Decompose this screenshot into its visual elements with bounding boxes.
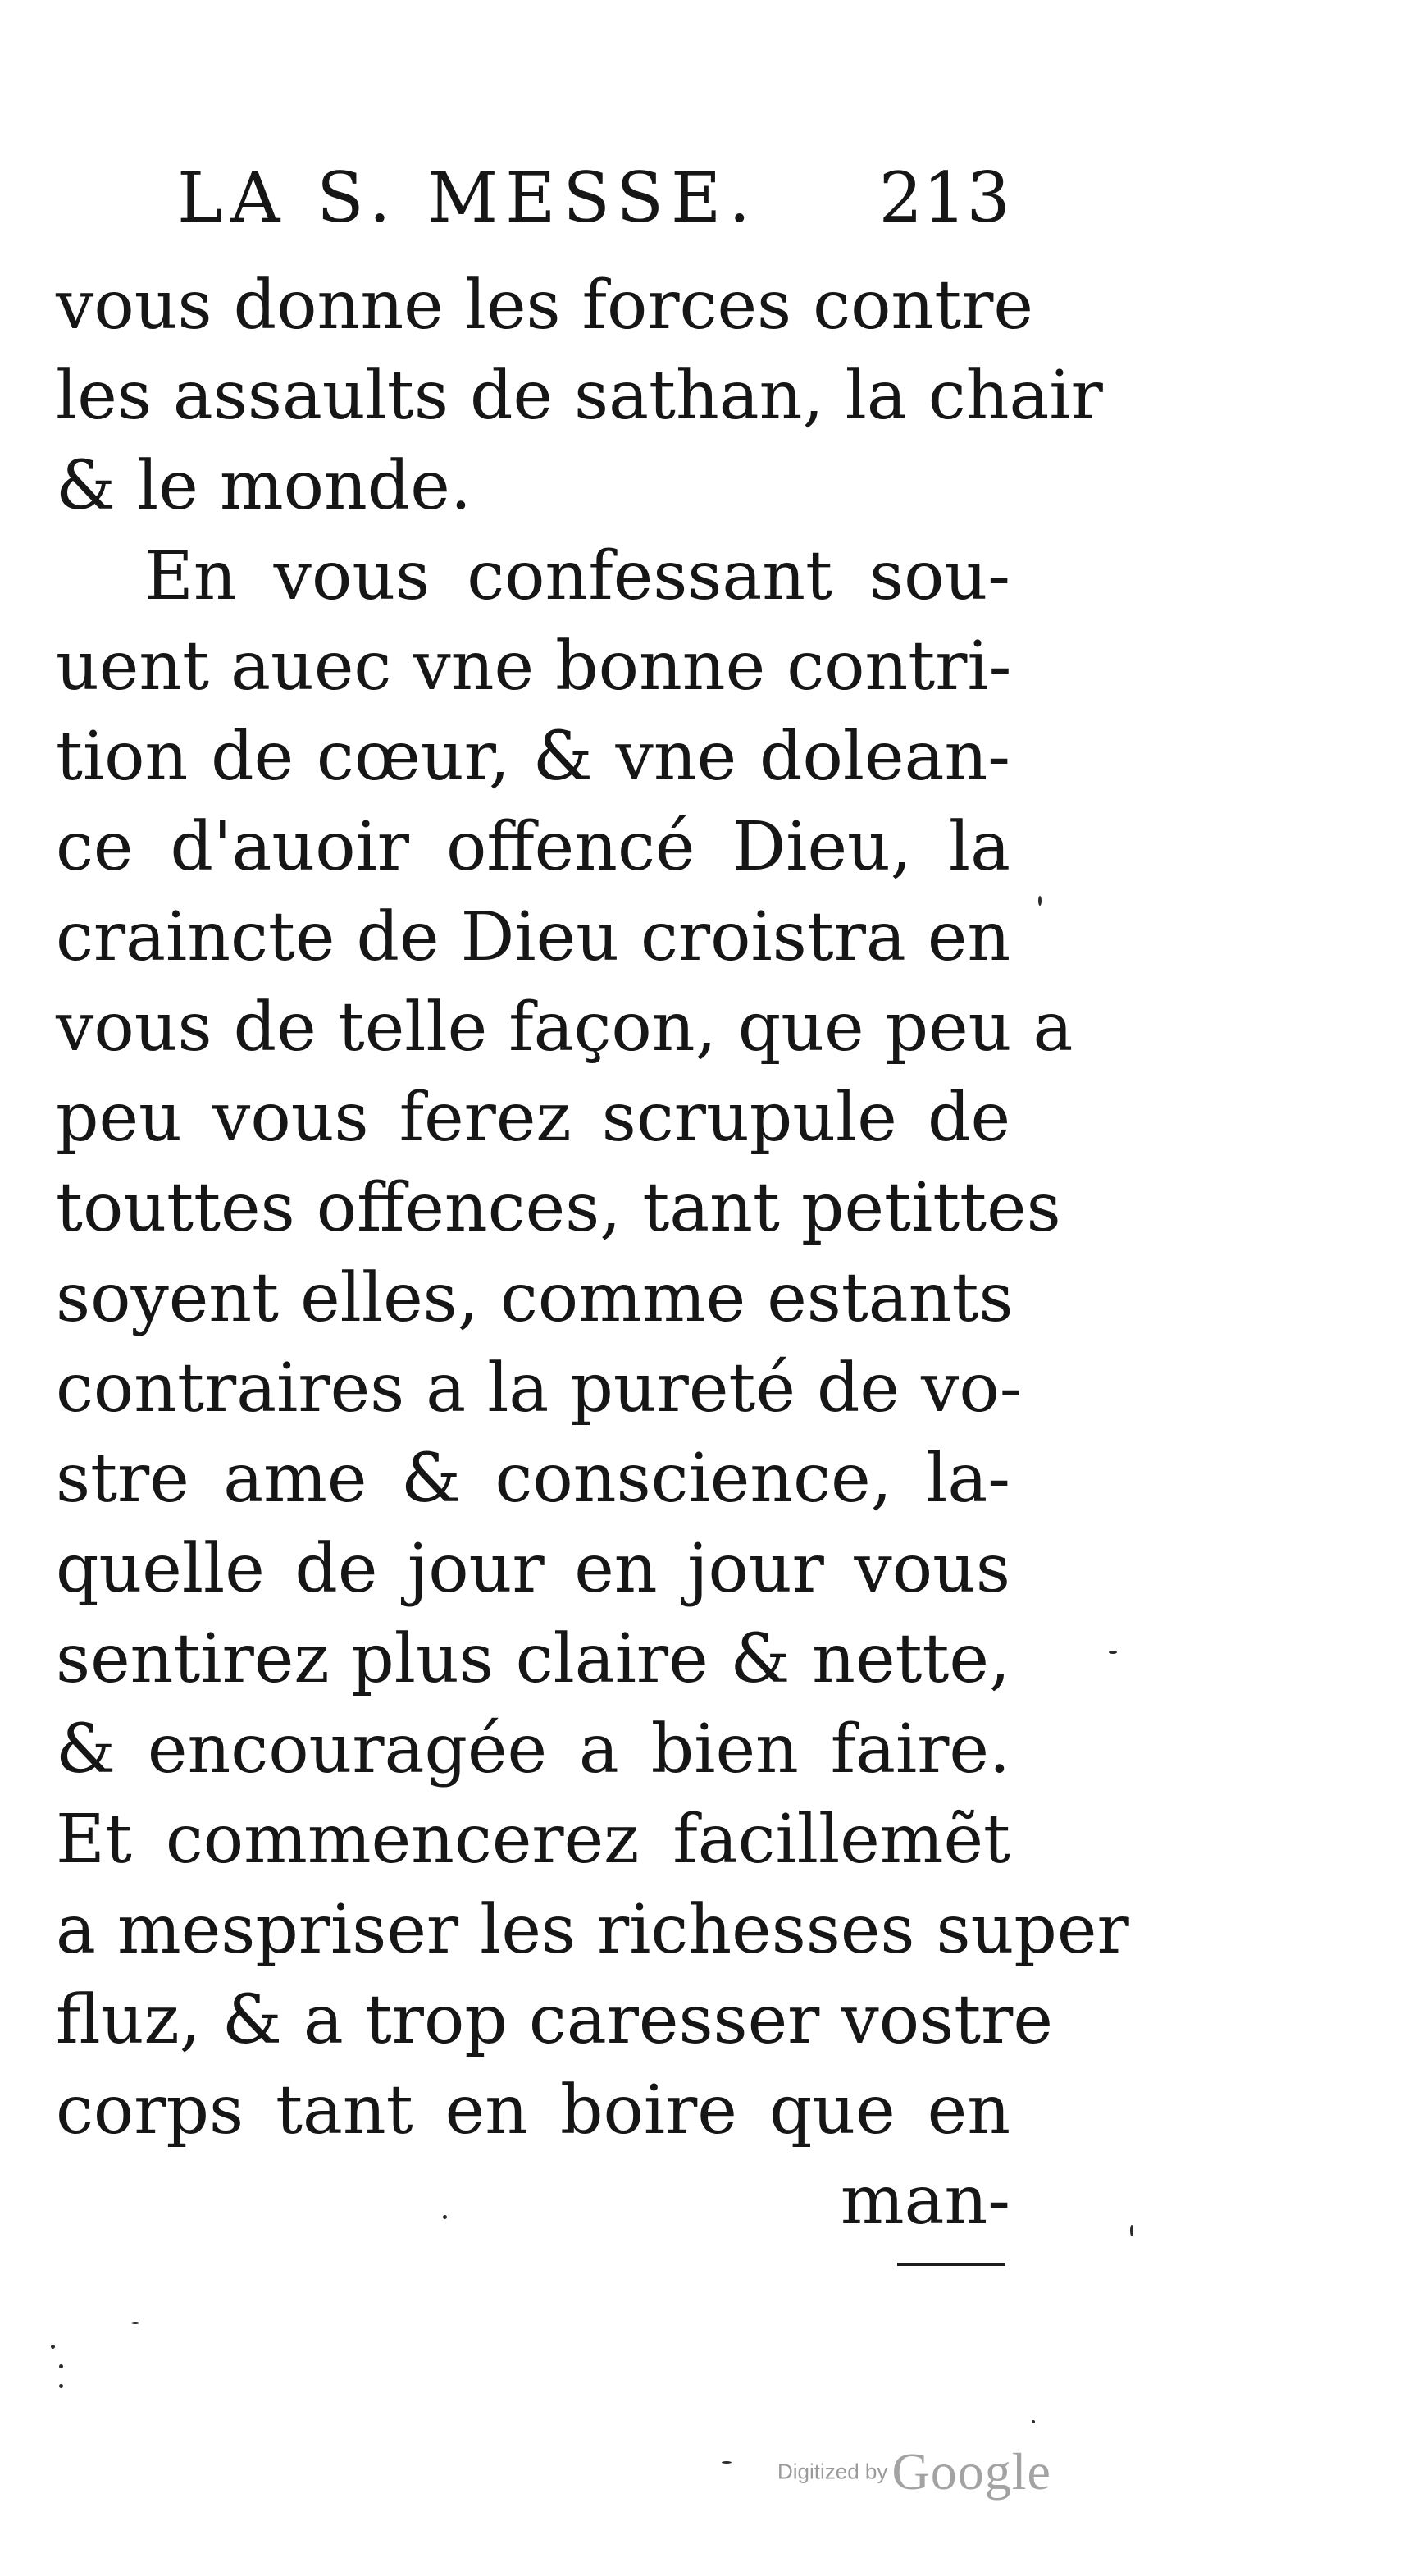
ink-speck — [59, 2364, 63, 2368]
text-line: uent auec vne bonne contri- — [56, 628, 1012, 706]
digitized-notice — [777, 2441, 1051, 2515]
text-line: touttes offences, tant petittes — [56, 1169, 1061, 1247]
text-line: peu vous ferez scrupule de — [56, 1079, 1010, 1157]
text-line: contraires a la pureté de vo- — [56, 1350, 1023, 1427]
body-text — [56, 261, 1129, 2246]
catchword-underline — [897, 2263, 1005, 2266]
text-line: ce d'auoir offencé Dieu, la — [56, 808, 1010, 886]
text-line: quelle de jour en jour vous — [56, 1530, 1010, 1608]
page-number: 213 — [878, 158, 1010, 238]
text-line: En vous confessant sou- — [144, 537, 1010, 615]
text-line: fluz, & a trop caresser vostre — [56, 1981, 1053, 2059]
google-wordmark: Google — [891, 2442, 1051, 2501]
text-line: corps tant en boire que en — [56, 2071, 1010, 2149]
ink-speck — [1109, 1651, 1117, 1654]
text-line: tion de cœur, & vne dolean- — [56, 718, 1010, 796]
text-line: a mespriser les richesses super — [56, 1891, 1129, 1969]
text-line: sentirez plus claire & nette, — [56, 1620, 1010, 1698]
ink-speck — [722, 2461, 732, 2464]
ink-speck — [1130, 2225, 1133, 2236]
text-line: soyent elles, comme estants — [56, 1259, 1014, 1337]
text-line: Et commencerez facillemẽt — [56, 1801, 1010, 1879]
digitized-by-label: Digitized by — [777, 2459, 888, 2484]
text-line: craincte de Dieu croistra en — [56, 898, 1011, 976]
ink-speck — [131, 2322, 139, 2324]
text-line: vous de telle façon, que peu a — [56, 989, 1074, 1066]
ink-speck — [59, 2384, 63, 2388]
text-line: & encouragée a bien faire. — [56, 1710, 1010, 1788]
ink-speck — [1038, 896, 1042, 906]
text-line: vous donne les forces contre — [56, 267, 1033, 345]
text-line: stre ame & conscience, la- — [56, 1440, 1010, 1518]
running-head — [177, 153, 1010, 243]
ink-speck — [51, 2345, 55, 2349]
text-line: les assaults de sathan, la chair — [56, 357, 1103, 435]
text-line: & le monde. — [56, 447, 472, 525]
running-title: LA S. MESSE. — [177, 158, 759, 238]
catchword: man- — [840, 2162, 1010, 2240]
ink-speck — [443, 2215, 447, 2219]
ink-speck — [1032, 2420, 1035, 2423]
